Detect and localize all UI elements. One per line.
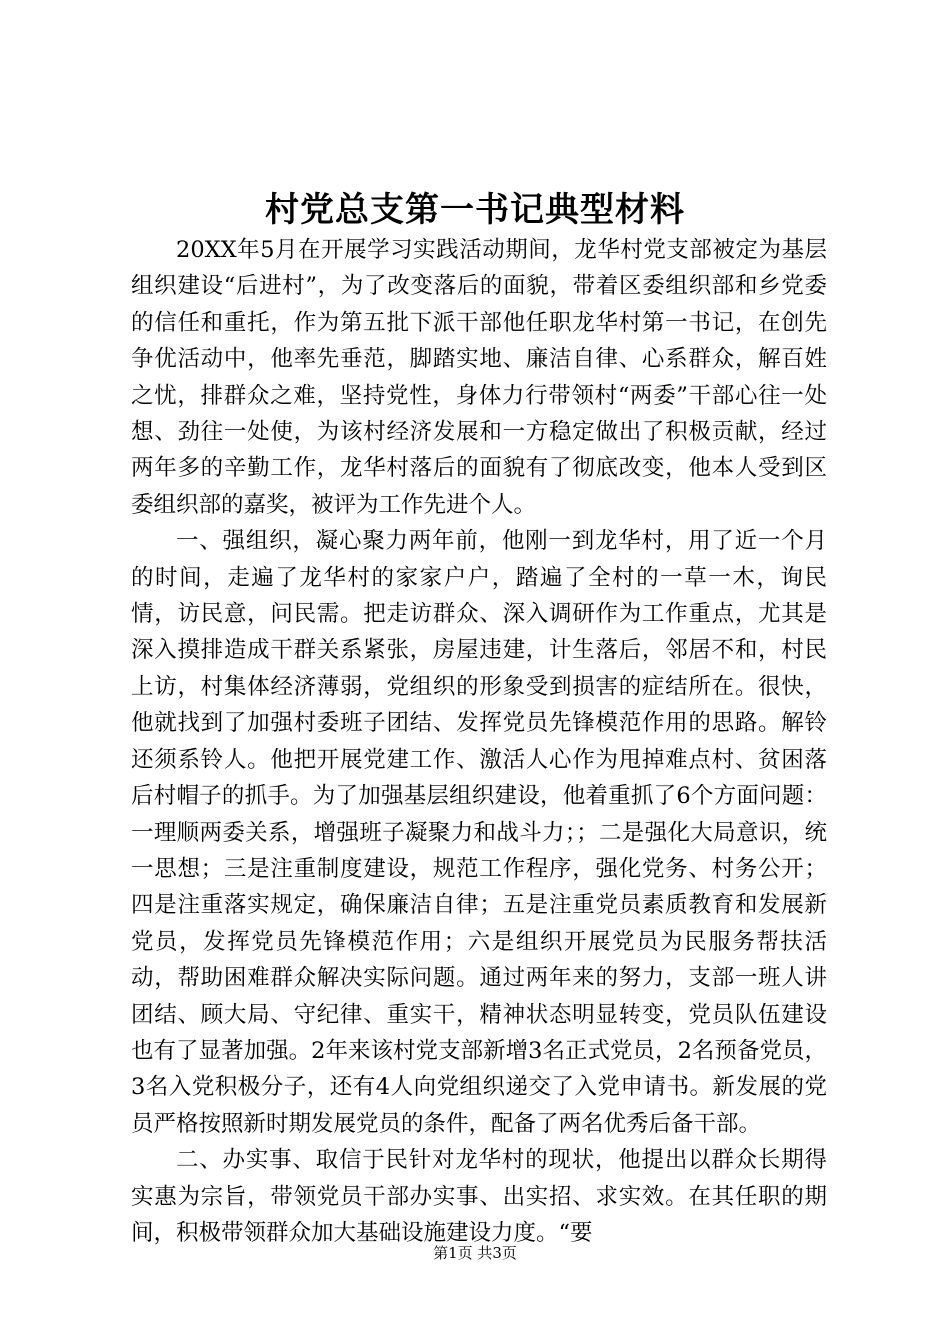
document-title: 村党总支第一书记典型材料 bbox=[265, 190, 685, 230]
page-footer: 第1页 共3页 bbox=[433, 1244, 517, 1262]
paragraph-section-two: 二、办实事、取信于民针对龙华村的现状，他提出以群众长期得实惠为宗旨，带领党员干部办实事、出实招、求实效。在其任职的期间，积极带领群众加大基础设施建设力度。“要 bbox=[131, 1147, 827, 1246]
document-body bbox=[131, 232, 827, 1251]
paragraph-section-one: 一、强组织，凝心聚力两年前，他刚一到龙华村，用了近一个月的时间，走遍了龙华村的家家户户，踏遍了全村的一草一木，询民情，访民意，问民需。把走访群众、深入调研作为工作重点，尤其是深入摸排造成干群关系紧张，房屋违建，计生落后，邻居不和，村民上访，村集体经济薄弱，党组织的形象受到损害的症结所在。很快，他就找到了加强村委班子团结、发挥党员先锋模范作用的思路。解铃还须系铃人。他把开展党建工作、激活人心作为甩掉难点村、贫困落后村帽子的抓手。为了加强基层组织建设，他着重抓了6个方面问题：一理顺两委关系，增强班子凝聚力和战斗力；；二是强化大局意识，统一思想；三是注重制度建设，规范工作程序，强化党务、村务公开；四是注重落实规定，确保廉洁自律；五是注重党员素质教育和发展新党员，发挥党员先锋模范作用；六是组织开展党员为民服务帮扶活动，帮助困难群众解决实际问题。通过两年来的努力，支部一班人讲团结、顾大局、守纪律、重实干，精神状态明显转变，党员队伍建设也有了显著加强。2年来该村党支部新增3名正式党员，2名预备党员，3名入党积极分子，还有4人向党组织递交了入党申请书。新发展的党员严格按照新时期发展党员的条件，配备了两名优秀后备干部。 bbox=[131, 528, 827, 1137]
paragraph-intro: 20XX年5月在开展学习实践活动期间，龙华村党支部被定为基层组织建设“后进村”，为了改变落后的面貌，带着区委组织部和乡党委的信任和重托，作为第五批下派干部他任职龙华村第一书记，在创先争优活动中，他率先垂范，脚踏实地、廉洁自律、心系群众，解百姓之忧，排群众之难，坚持党性，身体力行带领村“两委”干部心往一处想、劲往一处使，为该村经济发展和一方稳定做出了积极贡献，经过两年多的辛勤工作，龙华村落后的面貌有了彻底改变，他本人受到区委组织部的嘉奖，被评为工作先进个人。 bbox=[131, 237, 827, 518]
